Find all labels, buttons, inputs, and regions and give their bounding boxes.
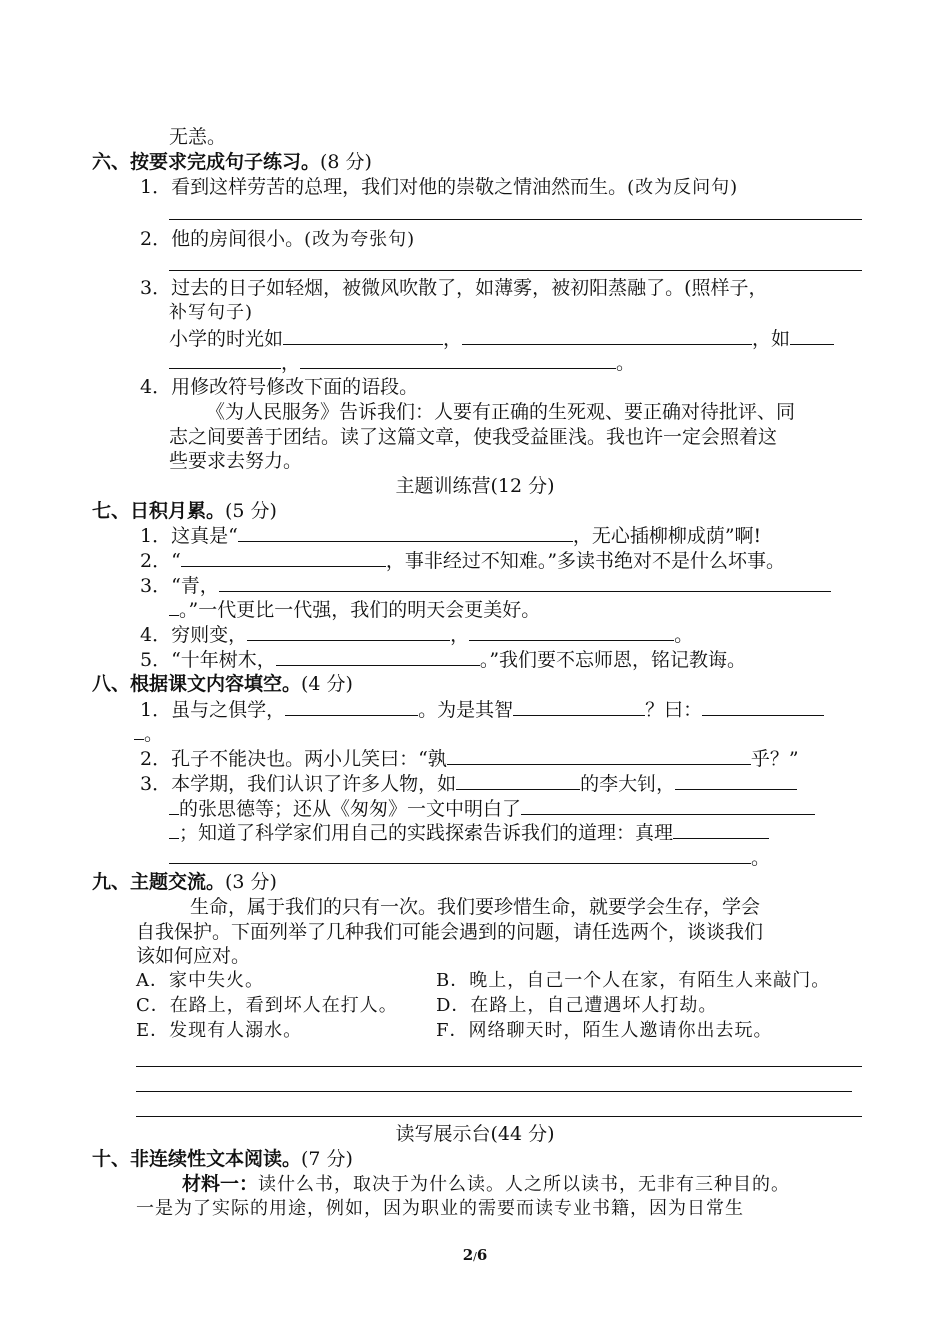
blank[interactable]: [219, 573, 831, 592]
section-title-theme-camp: 主题训练营(12 分): [395, 475, 555, 497]
s8-q1-cont: 。: [134, 721, 163, 746]
s10-material-line1: 材料一：读什么书，取决于为什么读。人之所以读书，无非有三种目的。: [182, 1173, 791, 1195]
s9-para-line1: 生命，属于我们的只有一次。我们要珍惜生命，就要学会生存，学会: [190, 896, 761, 918]
s6-q2-answer-line[interactable]: [169, 270, 862, 271]
blank[interactable]: [513, 697, 645, 716]
s9-para-line3: 该如何应对。: [136, 945, 251, 967]
section-8-heading: 八、根据课文内容填空。(4 分): [92, 673, 353, 695]
page-number: 2/6: [462, 1246, 488, 1264]
blank[interactable]: [134, 721, 144, 740]
s6-q1-answer-line[interactable]: [169, 219, 862, 220]
blank[interactable]: [790, 326, 834, 345]
section-7-heading: 七、日积月累。(5 分): [92, 500, 277, 522]
s6-q1: 1．看到这样劳苦的总理，我们对他的崇敬之情油然而生。(改为反问句): [140, 176, 739, 198]
blank[interactable]: [169, 597, 179, 616]
blank[interactable]: [169, 796, 179, 815]
blank[interactable]: [247, 622, 450, 641]
blank[interactable]: [238, 523, 573, 542]
blank[interactable]: [283, 326, 443, 345]
s8-q3-line4: 。: [169, 845, 770, 870]
blank[interactable]: [469, 622, 674, 641]
s6-q3-cont: 补写句子): [169, 302, 254, 323]
s9-option-b: B．晚上，自己一个人在家，有陌生人来敲门。: [436, 970, 831, 991]
s7-q5: 5．“十年树木， 。”我们要不忘师恩，铭记教诲。: [140, 649, 747, 671]
blank[interactable]: [276, 647, 480, 666]
blank[interactable]: [521, 796, 815, 815]
blank[interactable]: [456, 771, 580, 790]
s6-q4-para-line1: 《为人民服务》告诉我们：人要有正确的生死观、要正确对待批评、同: [206, 401, 796, 423]
s10-material-line2: 一是为了实际的用途，例如，因为职业的需要而读专业书籍，因为日常生: [136, 1198, 744, 1219]
s8-q3: 3．本学期，我们认识了许多人物，如 的李大钊，: [140, 771, 797, 796]
s9-option-f: F．网络聊天时，陌生人邀请你出去玩。: [436, 1020, 773, 1041]
s7-q2: 2．“ ，事非经过不知难。”多读书绝对不是什么坏事。: [140, 550, 786, 572]
top-line: 无恙。: [169, 126, 227, 148]
s8-q1: 1．虽与之俱学， 。为是其智 ？曰：: [140, 697, 824, 722]
s7-q3: 3．“青，: [140, 573, 831, 598]
s9-answer-line[interactable]: [136, 1091, 852, 1092]
s6-q3: 3．过去的日子如轻烟，被微风吹散了，如薄雾，被初阳蒸融了。(照样子，: [140, 277, 768, 299]
s6-q4: 4．用修改符号修改下面的语段。: [140, 376, 419, 398]
section-title-reading-writing: 读写展示台(44 分): [395, 1123, 555, 1145]
s8-q3-line2: 的张思德等；还从《匆匆》一文中明白了: [169, 796, 815, 821]
section-10-heading: 十、非连续性文本阅读。(7 分): [92, 1148, 353, 1170]
s6-q3-fill-line1: 小学的时光如 ， ，如: [169, 326, 834, 351]
blank[interactable]: [169, 350, 281, 369]
s8-q3-line3: ；知道了科学家们用自己的实践探索告诉我们的道理：真理: [169, 820, 769, 845]
s7-q1: 1．这真是“ ，无心插柳柳成荫”啊!: [140, 525, 762, 547]
s6-q4-para-line3: 些要求去努力。: [169, 450, 303, 472]
s9-para-line2: 自我保护。下面列举了几种我们可能会遇到的问题，请任选两个，谈谈我们: [136, 921, 764, 943]
s9-answer-line[interactable]: [136, 1066, 862, 1067]
s7-q4: 4．穷则变， ， 。: [140, 624, 694, 646]
blank[interactable]: [702, 697, 824, 716]
blank[interactable]: [169, 820, 179, 839]
blank[interactable]: [462, 326, 752, 345]
s9-option-e: E．发现有人溺水。: [136, 1020, 303, 1041]
s9-option-d: D．在路上，自己遭遇坏人打劫。: [436, 995, 718, 1016]
section-9-heading: 九、主题交流。(3 分): [92, 871, 277, 893]
s7-q3-cont: 。”一代更比一代强，我们的明天会更美好。: [169, 597, 540, 622]
blank[interactable]: [285, 697, 418, 716]
s9-option-c: C．在路上，看到坏人在打人。: [136, 995, 398, 1016]
s6-q3-fill-line2: ， 。: [169, 350, 635, 375]
s9-answer-line[interactable]: [136, 1116, 862, 1117]
s6-q4-para-line2: 志之间要善于团结。读了这篇文章，使我受益匪浅。我也许一定会照着这: [169, 426, 778, 448]
blank[interactable]: [675, 771, 797, 790]
s9-option-a: A．家中失火。: [136, 970, 264, 991]
blank[interactable]: [300, 350, 616, 369]
blank[interactable]: [447, 746, 751, 765]
section-6-heading: 六、按要求完成句子练习。(8 分): [92, 151, 372, 173]
blank[interactable]: [169, 845, 751, 864]
s8-q2: 2．孔子不能决也。两小儿笑曰：“孰 乎？”: [140, 748, 799, 770]
s6-q2: 2．他的房间很小。(改为夸张句): [140, 228, 416, 250]
blank[interactable]: [181, 548, 386, 567]
blank[interactable]: [673, 820, 769, 839]
